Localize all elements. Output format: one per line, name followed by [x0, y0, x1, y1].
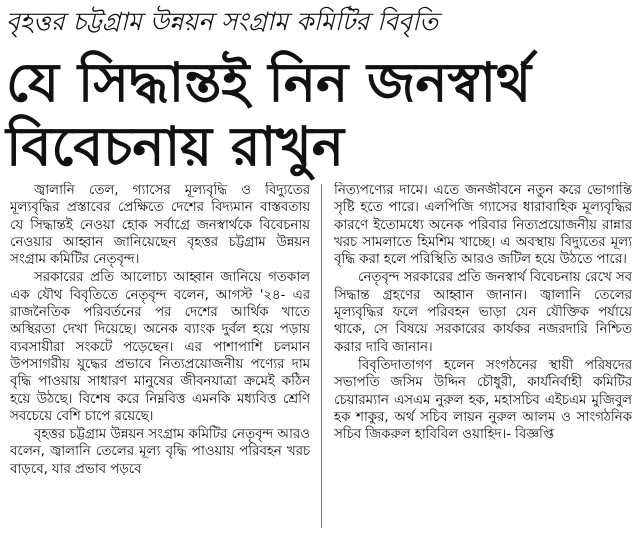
paragraph: বিবৃতিদাতাগণ হলেন সংগঠনের স্থায়ী পরিষদের সভাপতি জসিম উদ্দিন চৌধুরী, কার্যনির্বাহী কমিটির চেয়ারম্যান এসএম নুরুল হক, মহাসচিব এইচএম মুজিবুল হক শাকুর, অর্থ সচিব লায়ন নুরুল আলম ও সাংগঠনিক সচিব জিকরুল হাবিবিল ওয়াহিদ।- বিজ্ঞপ্তি: [334, 356, 632, 443]
headline-line-2: বিবেচনায় রাখুন: [6, 115, 344, 178]
paragraph: বৃহত্তর চট্টগ্রাম উন্নয়ন সংগ্রাম কমিটির নেতৃবৃন্দ আরও বলেন, জ্বালানি তেলের মূল্য বৃদ্ধি পাওয়ায় পরিবহন খরচ বাড়বে, যার প্রভাব পড়বে: [10, 426, 310, 477]
column-divider: [321, 184, 322, 528]
headline-line-1: যে সিদ্ধান্তই নিন জনস্বার্থ: [6, 51, 532, 114]
body-column-left: [10, 182, 310, 538]
paragraph: সরকারের প্রতি আলোচ্য আহ্বান জানিয়ে গতকাল এক যৌথ বিবৃতিতে নেতৃবৃন্দ বলেন, আগস্ট '২৪- এর রাজনৈতিক পরিবর্তনের পর দেশের আর্থিক খাতে অস্থিরতা দেখা দিয়েছে। অনেক ব্যাংক দুর্বল হয়ে পড়ায় ব্যবসায়ীরা সংকটে পড়েছেন। এর পাশাপাশি চলমান উপসাগরীয় যুদ্ধের প্রভাবে নিত্যপ্রয়োজনীয় পণ্যের দাম বৃদ্ধি পাওয়ায় সাধারণ মানুষের জীবনযাত্রা ক্রমেই কঠিন হয়ে উঠছে। বিশেষ করে নিম্নবিত্ত এমনকি মধ্যবিত্ত শ্রেণি সবচেয়ে বেশি চাপে রয়েছে।: [10, 269, 310, 424]
body-column-right: [334, 182, 632, 538]
paragraph: জ্বালানি তেল, গ্যাসের মূল্যবৃদ্ধি ও বিদ্যুতের মূল্যবৃদ্ধির প্রস্তাবের প্রেক্ষিতে দেশের বিদ্যমান বাস্তবতায় যে সিদ্ধান্তই নেওয়া হোক সর্বাগ্রে জনস্বার্থকে বিবেচনায় নেওয়ার আহ্বান জানিয়েছেন বৃহত্তর চট্টগ্রাম উন্নয়ন সংগ্রাম কমিটির নেতৃবৃন্দ।: [10, 182, 310, 268]
paragraph: নেতৃবৃন্দ সরকারের প্রতি জনস্বার্থ বিবেচনায় রেখে সব সিদ্ধান্ত গ্রহণের আহ্বান জানান। জ্বালানি তেলের মূল্যবৃদ্ধির ফলে পরিবহন ভাড়া যেন যৌক্তিক পর্যায়ে থাকে, সে বিষয়ে সরকারের কার্যকর নজরদারি নিশ্চিত করার দাবি জানান।: [334, 269, 632, 355]
article-kicker: বৃহত্তর চট্টগ্রাম উন্নয়ন সংগ্রাম কমিটির বিবৃতি: [6, 7, 438, 36]
paragraph: নিত্যপণ্যের দামে। এতে জনজীবনে নতুন করে ভোগান্তি সৃষ্টি হতে পারে। এলপিজি গ্যাসের ধারাবাহিক মূল্যবৃদ্ধির কারণে ইতোমধ্যে অনেক পরিবার নিত্যপ্রয়োজনীয় রান্নার খরচ সামলাতে হিমশিম খাচ্ছে। এ অবস্থায় বিদ্যুতের মূল্য বৃদ্ধি করা হলে পরিস্থিতি আরও জটিল হয়ে উঠতে পারে।: [334, 182, 632, 268]
article-headline: [6, 52, 632, 178]
